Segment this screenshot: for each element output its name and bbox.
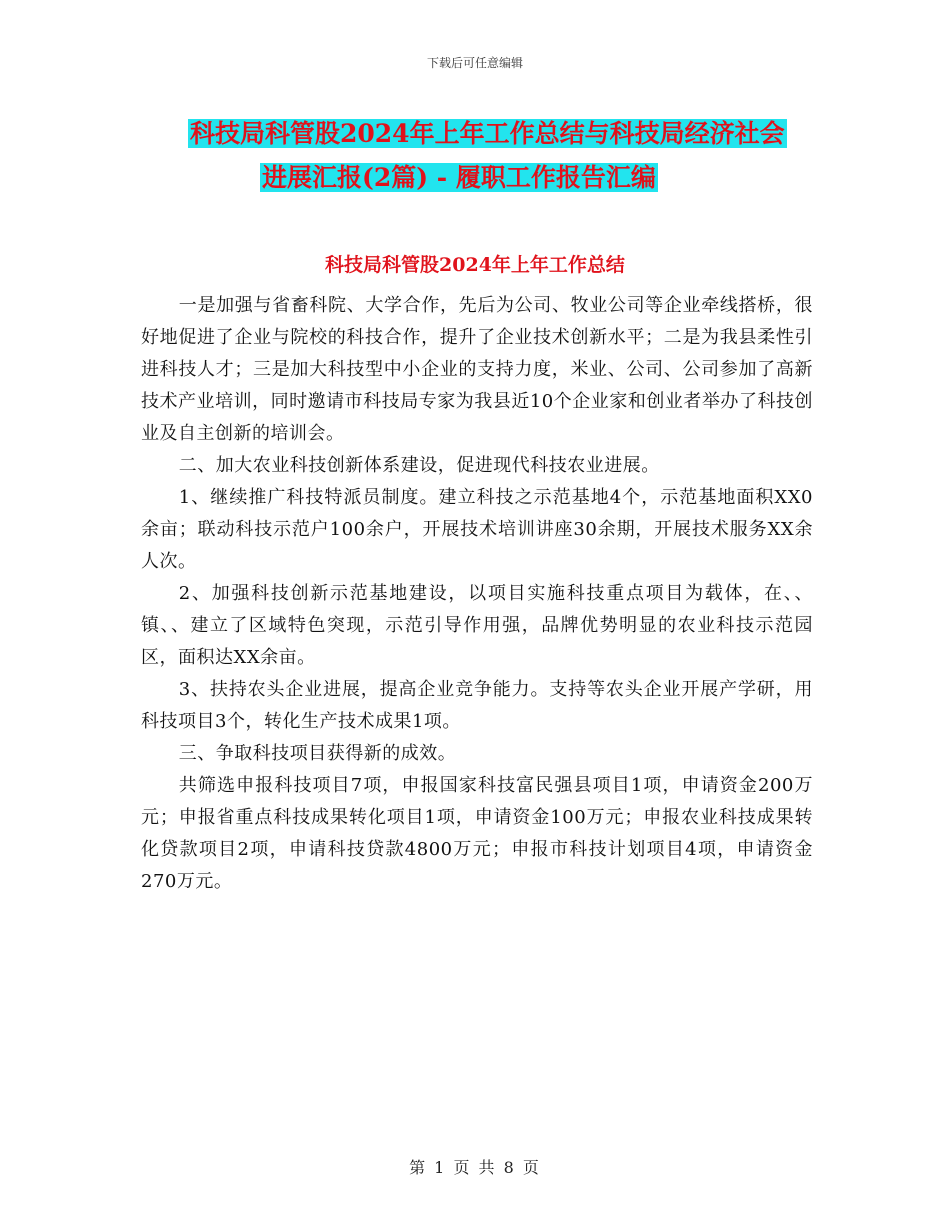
document-body <box>141 290 813 898</box>
paragraph: 3、扶持农头企业进展，提高企业竞争能力。支持等农头企业开展产学研，用科技项目3个，转化生产技术成果1项。 <box>141 679 813 732</box>
paragraph: 三、争取科技项目获得新的成效。 <box>178 743 457 764</box>
section-title: 科技局科管股2024年上年工作总结 <box>325 254 625 276</box>
document-title-line-1: 科技局科管股2024年上年工作总结与科技局经济社会 <box>190 119 785 148</box>
document-title <box>140 112 820 200</box>
paragraph: 一是加强与省畜科院、大学合作，先后为公司、牧业公司等企业牵线搭桥，很好地促进了企业与院校的科技合作，提升了企业技术创新水平；二是为我县柔性引进科技人才；三是加大科技型中小企业的支持力度，米业、公司、公司参加了高新技术产业培训，同时邀请市科技局专家为我县近10个企业家和创业者举办了科技创业及自主创新的培训会。 <box>141 295 813 444</box>
paragraph: 二、加大农业科技创新体系建设，促进现代科技农业进展。 <box>178 455 660 476</box>
page-number-footer: 第 1 页 共 8 页 <box>409 1158 541 1177</box>
paragraph: 2、加强科技创新示范基地建设，以项目实施科技重点项目为载体，在、、镇、、建立了区域特色突现，示范引导作用强，品牌优势明显的农业科技示范园区，面积达XX余亩。 <box>141 583 813 668</box>
page-header-note: 下载后可任意编辑 <box>426 56 523 70</box>
paragraph: 共筛选申报科技项目7项，申报国家科技富民强县项目1项，申请资金200万元；申报省重点科技成果转化项目1项，申请资金100万元；申报农业科技成果转化贷款项目2项，申请科技贷款4800万元；申报市科技计划项目4项，申请资金270万元。 <box>141 775 813 892</box>
paragraph: 1、继续推广科技特派员制度。建立科技之示范基地4个，示范基地面积XX0余亩；联动科技示范户100余户，开展技术培训讲座30余期，开展技术服务XX余人次。 <box>141 487 813 572</box>
document-title-line-2: 进展汇报(2篇) - 履职工作报告汇编 <box>262 163 656 192</box>
